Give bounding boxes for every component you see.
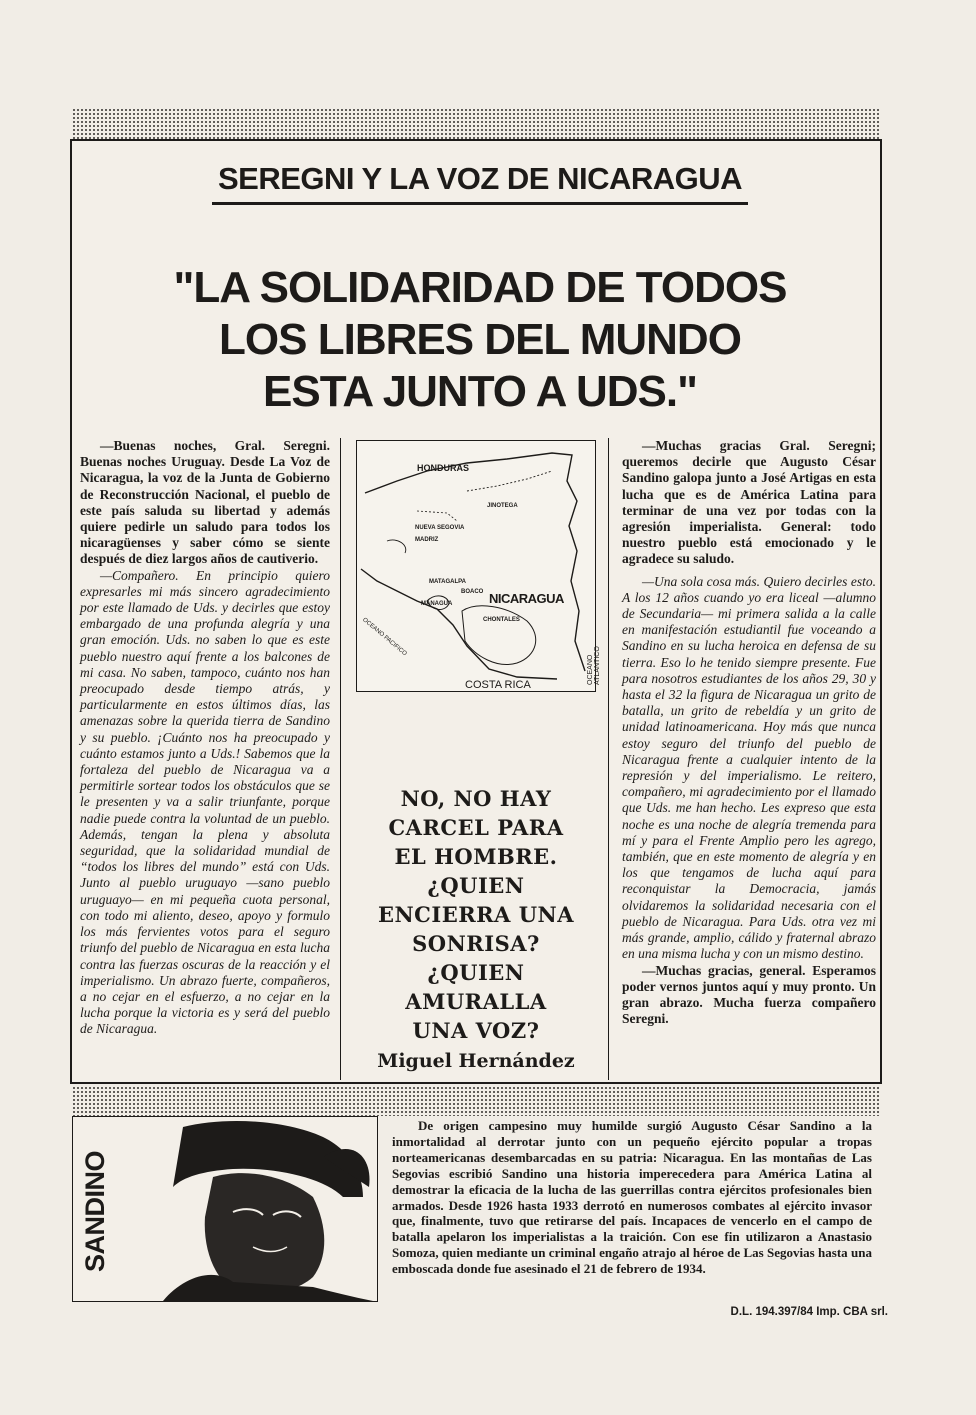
map-label-managua: MANAGUA [421,601,453,607]
right-paragraph-1: —Muchas gracias Gral. Seregni; queremos decirle que Augusto César Sandino galopa junto a José Artigas en esta lucha que es de América Latina para terminar de una vez por todas con la agresión imperialista. General: todo nuestro pueblo está emocionado y le agradece su saludo. [622,438,876,567]
map-label-costa-rica: COSTA RICA [465,679,531,691]
sandino-bio-text: De origen campesino muy humilde surgió Augusto César Sandino a la inmortalidad al derrotar junto con un pequeño ejército popular a tropas norteamericanas desembarcadas en su patria: Nicaragua. En las montañas de Las Segovias escribió Sandino una historia imperecedera para América Latina al demostrar la eficacia de la lucha de las guerrillas contra ejércitos profesionales bien armados. Desde 1926 hasta 1933 derrotó en numerosos combates al ejército invasor que, finalmente, tuvo que retirarse del país. Incapaces de vencerlo en el campo de batalla apelaron los imperialistas a la traición. Con ese fin utilizaron a Anastasio Somoza, quien mediante un criminal engaño atrajo al héroe de Las Segovias hasta una emboscada donde fue asesinado el 21 de febrero de 1934. [392,1118,872,1277]
right-paragraph-2: —Una sola cosa más. Quiero decirles esto. A los 12 años cuando yo era liceal —alumno de Secundaria— mi primera salida a la calle en manifestación estudiantil fue voceando a Sandino en su lucha heroica en defensa de su tierra. Eso lo he tenido siempre presente. Fue para nosotros estudiantes de los años 29, 30 y hasta el 32 la figura de Nicaragua un grito de batalla, un grito de rebeldía y un grito de unidad latinoamericana. Hoy más que nunca estoy seguro del triunfo del pueblo de Nicaragua frente a cualquier intento de la represión y del imperialismo. Le reitero, compañero, mi agradecimiento por el llamado que Uds. me han hecho. Les expreso que esta noche es una noche de alegría tremenda para mí y para el Frente Amplio pero les agrego, también, que en este momento de alegría y en los que tengamos de lucha aquí para reconquistar la Democracia, jamás olvidaremos la solidaridad necesaria con el pueblo de Nicaragua. Para Uds. otra vez mi más grande, amplio, cálido y fraternal abrazo en una misma lucha y con un mismo destino. [622,573,876,962]
map-label-pacific: OCEANO PACIFICO [361,617,408,658]
right-column [622,438,876,1027]
map-label-chontales: CHONTALES [483,617,520,623]
poem-line: SONRISA? [412,931,540,956]
imprint: D.L. 194.397/84 Imp. CBA srl. [730,1306,888,1318]
bottom-dotted-band [72,1086,880,1116]
poem [354,784,598,1076]
map-label-boaco: BOACO [461,589,484,595]
left-paragraph-2: —Compañero. En principio quiero expresarles mi más sincero agradecimiento por este llamado de Uds. y decirles que estoy embargado de una profunda alegría y una gran emoción. Uds. no saben lo que es este pueblo nuestro aquí frente a los balcones de mi casa. No saben, tampoco, cuánto nos han preocupado desde tiempo atrás, y particularmente en estos últimos días, las amenazas sobre la querida tierra de Sandino y su pueblo. ¡Cuánto nos ha preocupado y cuánto estamos junto a Uds.! Sabemos que la fortaleza del pueblo de Nicaragua va a permitirle sortear todos los obstáculos que se le presenten y va a salir triunfante, porque nadie puede contra la voluntad de un pueblo. Además, tengan la plena y absoluta seguridad, que la solidaridad mundial de “todos los libres del mundo” está con Uds. Junto al pueblo uruguayo —sano pueblo uruguayo— en mi pequeña cuota personal, con todo mi aliento, deseo, apoyo y formulo los más fervientes votos para el seguro triunfo del pueblo de Nicaragua en esta lucha contra las fuerzas oscuras de la reacción y el imperialismo. Un abrazo fuerte, compañeros, a no cejar en el esfuerzo, a no cejar en la lucha porque la victoria es y será del pueblo de Nicaragua. [80,567,330,1037]
poem-line: ¿QUIEN [427,873,525,898]
sandino-portrait-box [72,1116,378,1302]
nicaragua-map [356,440,601,692]
headline: "LA SOLIDARIDAD DE TODOS LOS LIBRES DEL MUNDO ESTA JUNTO A UDS." [173,263,787,416]
map-label-nicaragua: NICARAGUA [489,591,564,606]
map-outline [357,441,595,691]
poem-line: ENCIERRA UNA [377,902,575,927]
map-label-madriz: MADRIZ [415,537,439,543]
sandino-portrait [73,1117,377,1301]
poem-author: Miguel Hernández [377,1050,575,1072]
poem-line: UNA VOZ? [412,1018,540,1043]
column-divider-right [608,438,609,1080]
sandino-label: SANDINO [80,1150,110,1272]
left-paragraph-1: —Buenas noches, Gral. Seregni. Buenas noches Uruguay. Desde La Voz de Nicaragua, la voz de la Junta de Gobierno de Reconstrucción Nacional, el pueblo de este país saluda su libertad y además quiere pedirle un saludo para todos los nicaragüenses y saber cómo se siente después de diez largos años de cautiverio. [80,438,330,567]
map-label-atlantic: OCEANO ATLANTICO [587,646,601,685]
poem-line: EL HOMBRE. [394,844,558,869]
poem-line: AMURALLA [405,989,547,1014]
poem-line: ¿QUIEN [427,960,525,985]
map-label-jinotega: JINOTEGA [487,503,518,509]
column-divider-left [340,438,341,1080]
poem-line: NO, NO HAY [400,786,552,811]
section-title: SEREGNI Y LA VOZ DE NICARAGUA [212,160,748,205]
left-column [80,438,330,1038]
top-dotted-band [72,108,880,140]
map-label-matagalpa: MATAGALPA [429,579,466,585]
map-label-nueva-segovia: NUEVA SEGOVIA [415,525,465,531]
map-label-honduras: HONDURAS [417,463,470,473]
poem-line: CARCEL PARA [388,815,564,840]
sandino-bio [392,1118,872,1277]
right-paragraph-3: —Muchas gracias, general. Esperamos poder vernos juntos aquí y muy pronto. Un gran abrazo. Mucha fuerza compañero Seregni. [622,962,876,1027]
